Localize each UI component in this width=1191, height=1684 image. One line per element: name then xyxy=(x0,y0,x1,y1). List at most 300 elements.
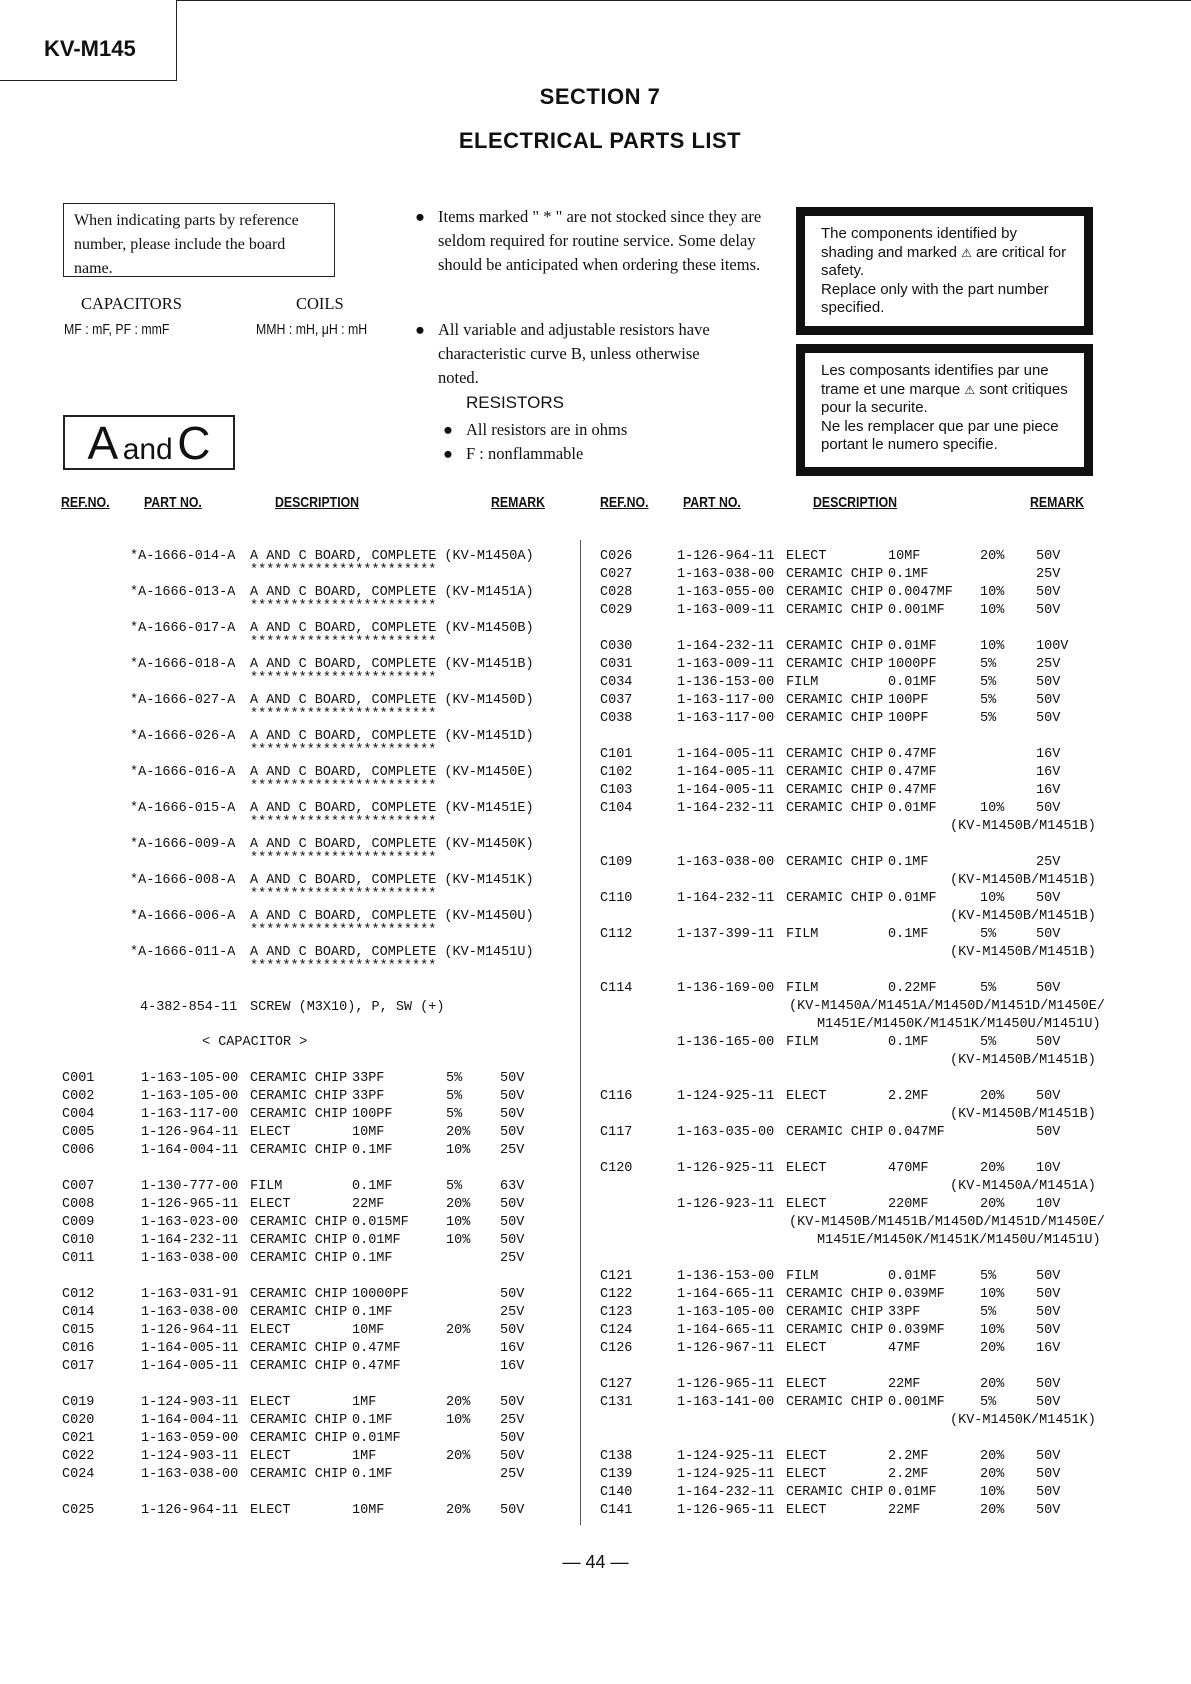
part-number: 1-164-005-11 xyxy=(677,783,775,798)
description: CERAMIC CHIP xyxy=(786,1485,884,1500)
tolerance: 20% xyxy=(980,1341,1005,1356)
voltage: 50V xyxy=(500,1503,525,1518)
model-note: (KV-M1450B/M1451B) xyxy=(950,819,1096,834)
ref-no: C021 xyxy=(62,1431,95,1446)
description: ELECT xyxy=(786,1161,827,1176)
value: 1000PF xyxy=(888,657,937,672)
tolerance: 20% xyxy=(446,1503,471,1518)
voltage: 50V xyxy=(1036,675,1061,690)
description: CERAMIC CHIP xyxy=(786,747,884,762)
voltage: 50V xyxy=(1036,1377,1061,1392)
note-variable-resistors xyxy=(415,318,738,390)
tolerance: 10% xyxy=(446,1233,471,1248)
voltage: 50V xyxy=(1036,981,1061,996)
tolerance: 20% xyxy=(446,1323,471,1338)
ref-no: C025 xyxy=(62,1503,95,1518)
part-number: 1-163-038-00 xyxy=(141,1467,239,1482)
value: 0.015MF xyxy=(352,1215,409,1230)
value: 2.2MF xyxy=(888,1467,929,1482)
board-label-c: C xyxy=(177,417,211,469)
voltage: 25V xyxy=(500,1251,525,1266)
tolerance: 5% xyxy=(446,1107,463,1122)
ref-no: C114 xyxy=(600,981,633,996)
model-label: KV-M145 xyxy=(44,36,136,61)
model-note: (KV-M1450B/M1451B/M1450D/M1451D/M1450E/ xyxy=(789,1215,1105,1230)
ref-no: C027 xyxy=(600,567,633,582)
resistors-label: RESISTORS xyxy=(466,393,564,412)
tolerance: 5% xyxy=(980,927,997,942)
description: A AND C BOARD, COMPLETE (KV-M1450K) xyxy=(250,837,534,852)
part-number: 1-136-153-00 xyxy=(677,675,775,690)
header-part-left: PART NO. xyxy=(144,494,202,511)
safety-fr-line1: Les composants identifies par une trame et une marque xyxy=(821,362,1049,398)
model-note: (KV-M1450B/M1451B) xyxy=(950,873,1096,888)
ref-no: C002 xyxy=(62,1089,95,1104)
bullet-icon: ● xyxy=(415,320,425,339)
header-remark-right: REMARK xyxy=(1030,494,1084,511)
value: 100PF xyxy=(888,693,929,708)
tolerance: 10% xyxy=(980,585,1005,600)
tolerance: 10% xyxy=(980,1485,1005,1500)
header-desc-right: DESCRIPTION xyxy=(813,494,898,511)
value: 1MF xyxy=(352,1395,377,1410)
description: ELECT xyxy=(786,549,827,564)
description: ELECT xyxy=(250,1125,291,1140)
tolerance: 10% xyxy=(980,1287,1005,1302)
part-number: 1-126-967-11 xyxy=(677,1341,775,1356)
part-number: 1-164-232-11 xyxy=(677,801,775,816)
description: ELECT xyxy=(250,1197,291,1212)
voltage: 25V xyxy=(1036,567,1061,582)
voltage: 50V xyxy=(500,1071,525,1086)
description: CERAMIC CHIP xyxy=(250,1071,348,1086)
value: 10MF xyxy=(888,549,921,564)
tolerance: 10% xyxy=(446,1143,471,1158)
ref-no: C001 xyxy=(62,1071,95,1086)
tolerance: 20% xyxy=(980,1449,1005,1464)
description: A AND C BOARD, COMPLETE (KV-M1450E) xyxy=(250,765,534,780)
voltage: 50V xyxy=(500,1431,525,1446)
part-number: 1-164-665-11 xyxy=(677,1323,775,1338)
value: 100PF xyxy=(352,1107,393,1122)
ref-no: C007 xyxy=(62,1179,95,1194)
ref-no: C030 xyxy=(600,639,633,654)
value: 0.1MF xyxy=(888,927,929,942)
value: 0.01MF xyxy=(888,891,937,906)
description: CERAMIC CHIP xyxy=(786,567,884,582)
value: 0.47MF xyxy=(888,783,937,798)
value: 100PF xyxy=(888,711,929,726)
part-number: 1-124-903-11 xyxy=(141,1395,239,1410)
ref-no: C017 xyxy=(62,1359,95,1374)
description: CERAMIC CHIP xyxy=(786,765,884,780)
heading: < CAPACITOR > xyxy=(202,1035,308,1050)
model-note: (KV-M1450B/M1451B) xyxy=(950,909,1096,924)
board-label-and: and xyxy=(122,433,173,466)
description: CERAMIC CHIP xyxy=(786,1395,884,1410)
tolerance: 5% xyxy=(980,1035,997,1050)
part-number: 1-126-964-11 xyxy=(141,1503,239,1518)
value: 0.01MF xyxy=(888,801,937,816)
tolerance: 10% xyxy=(980,603,1005,618)
stars: *********************** xyxy=(250,707,437,722)
tolerance: 5% xyxy=(980,981,997,996)
part-number: 1-164-232-11 xyxy=(141,1233,239,1248)
ref-no: C011 xyxy=(62,1251,95,1266)
warning-triangle-icon: ⚠ xyxy=(964,382,976,397)
bullet-icon: ● xyxy=(443,444,453,463)
ref-no: C009 xyxy=(62,1215,95,1230)
value: 0.0047MF xyxy=(888,585,953,600)
value: 0.01MF xyxy=(352,1431,401,1446)
ref-no: C131 xyxy=(600,1395,633,1410)
safety-en-line1: The components identified by shading and marked xyxy=(821,225,1017,261)
safety-en-line3: Replace only with the part number specified. xyxy=(821,280,1049,316)
tolerance: 5% xyxy=(980,657,997,672)
stars: *********************** xyxy=(250,635,437,650)
value: 0.22MF xyxy=(888,981,937,996)
top-rule xyxy=(176,0,1191,1)
part-number: 1-164-665-11 xyxy=(677,1287,775,1302)
part-number: *A-1666-014-A xyxy=(130,549,236,564)
part-number: *A-1666-018-A xyxy=(130,657,236,672)
tolerance: 20% xyxy=(980,1377,1005,1392)
description: ELECT xyxy=(786,1341,827,1356)
ref-no: C116 xyxy=(600,1089,633,1104)
value: 10000PF xyxy=(352,1287,409,1302)
value: 0.47MF xyxy=(888,765,937,780)
model-note: M1451E/M1450K/M1451K/M1450U/M1451U) xyxy=(817,1233,1101,1248)
voltage: 50V xyxy=(1036,1305,1061,1320)
part-number: 1-163-038-00 xyxy=(141,1305,239,1320)
part-number: 1-163-023-00 xyxy=(141,1215,239,1230)
note-not-stocked-text: Items marked " * " are not stocked since they are seldom required for routine service. Some delay should be anticipated when ordering these items. xyxy=(438,207,762,274)
stars: *********************** xyxy=(250,599,437,614)
model-note: (KV-M1450A/M1451A) xyxy=(950,1179,1096,1194)
part-number: 1-136-153-00 xyxy=(677,1269,775,1284)
part-number: 1-164-004-11 xyxy=(141,1143,239,1158)
description: ELECT xyxy=(786,1449,827,1464)
tolerance: 20% xyxy=(446,1125,471,1140)
voltage: 16V xyxy=(500,1359,525,1374)
model-note: (KV-M1450B/M1451B) xyxy=(950,945,1096,960)
description: A AND C BOARD, COMPLETE (KV-M1450U) xyxy=(250,909,534,924)
ref-no: C139 xyxy=(600,1467,633,1482)
stars: *********************** xyxy=(250,671,437,686)
description: CERAMIC CHIP xyxy=(786,711,884,726)
part-number: *A-1666-006-A xyxy=(130,909,236,924)
value: 10MF xyxy=(352,1323,385,1338)
section-title: ELECTRICAL PARTS LIST xyxy=(458,128,742,153)
safety-note-french xyxy=(796,344,1093,476)
tolerance: 10% xyxy=(980,801,1005,816)
header-ref-left: REF.NO. xyxy=(61,494,110,511)
part-number: 1-163-055-00 xyxy=(677,585,775,600)
note-nonflammable-text: F : nonflammable xyxy=(466,444,584,463)
stars: *********************** xyxy=(250,851,437,866)
description: A AND C BOARD, COMPLETE (KV-M1451A) xyxy=(250,585,534,600)
tolerance: 20% xyxy=(980,549,1005,564)
tolerance: 5% xyxy=(446,1179,463,1194)
description: CERAMIC CHIP xyxy=(250,1305,348,1320)
part-number: 1-137-399-11 xyxy=(677,927,775,942)
voltage: 16V xyxy=(1036,1341,1061,1356)
value: 0.1MF xyxy=(888,567,929,582)
voltage: 50V xyxy=(500,1233,525,1248)
ref-no: C005 xyxy=(62,1125,95,1140)
ref-no: C015 xyxy=(62,1323,95,1338)
description: CERAMIC CHIP xyxy=(250,1467,348,1482)
ref-no: C008 xyxy=(62,1197,95,1212)
value: 470MF xyxy=(888,1161,929,1176)
ref-no: C102 xyxy=(600,765,633,780)
description: CERAMIC CHIP xyxy=(250,1431,348,1446)
ref-no: C037 xyxy=(600,693,633,708)
value: 0.1MF xyxy=(352,1467,393,1482)
board-name-note: When indicating parts by reference number, please include the board name. xyxy=(63,203,335,277)
voltage: 50V xyxy=(1036,1503,1061,1518)
value: 33PF xyxy=(352,1089,385,1104)
ref-no: C124 xyxy=(600,1323,633,1338)
value: 22MF xyxy=(888,1503,921,1518)
value: 0.01MF xyxy=(888,639,937,654)
stars: *********************** xyxy=(250,779,437,794)
voltage: 16V xyxy=(1036,783,1061,798)
value: 2.2MF xyxy=(888,1449,929,1464)
part-number: 1-163-009-11 xyxy=(677,657,775,672)
part-number: *A-1666-026-A xyxy=(130,729,236,744)
part-number: 1-163-117-00 xyxy=(677,711,775,726)
value: 220MF xyxy=(888,1197,929,1212)
value: 22MF xyxy=(352,1197,385,1212)
tolerance: 10% xyxy=(980,639,1005,654)
description: CERAMIC CHIP xyxy=(250,1359,348,1374)
description: SCREW (M3X10), P, SW (+) xyxy=(250,1000,445,1015)
value: 1MF xyxy=(352,1449,377,1464)
tolerance: 5% xyxy=(980,675,997,690)
ref-no: C022 xyxy=(62,1449,95,1464)
description: CERAMIC CHIP xyxy=(786,639,884,654)
voltage: 50V xyxy=(500,1089,525,1104)
description: A AND C BOARD, COMPLETE (KV-M1451E) xyxy=(250,801,534,816)
value: 2.2MF xyxy=(888,1089,929,1104)
part-number: 1-126-965-11 xyxy=(677,1377,775,1392)
voltage: 63V xyxy=(500,1179,525,1194)
safety-en-line2: are critical for safety. xyxy=(821,243,1067,279)
voltage: 50V xyxy=(500,1197,525,1212)
description: CERAMIC CHIP xyxy=(250,1089,348,1104)
ref-no: C140 xyxy=(600,1485,633,1500)
description: ELECT xyxy=(250,1503,291,1518)
description: ELECT xyxy=(250,1449,291,1464)
capacitors-units: MF : mF, PF : mmF xyxy=(64,322,170,338)
voltage: 50V xyxy=(1036,585,1061,600)
description: ELECT xyxy=(786,1467,827,1482)
part-number: 1-126-965-11 xyxy=(141,1197,239,1212)
tolerance: 10% xyxy=(980,1323,1005,1338)
voltage: 50V xyxy=(1036,1287,1061,1302)
description: A AND C BOARD, COMPLETE (KV-M1450A) xyxy=(250,549,534,564)
part-number: 1-136-165-00 xyxy=(677,1035,775,1050)
tolerance: 5% xyxy=(980,1269,997,1284)
part-number: 1-136-169-00 xyxy=(677,981,775,996)
value: 0.1MF xyxy=(352,1413,393,1428)
description: A AND C BOARD, COMPLETE (KV-M1451U) xyxy=(250,945,534,960)
stars: *********************** xyxy=(250,815,437,830)
part-number: 1-163-009-11 xyxy=(677,603,775,618)
note-not-stocked xyxy=(415,205,773,277)
value: 0.047MF xyxy=(888,1125,945,1140)
ref-no: C110 xyxy=(600,891,633,906)
bullet-icon: ● xyxy=(443,420,453,439)
column-divider xyxy=(580,540,581,1525)
description: FILM xyxy=(786,981,819,996)
voltage: 25V xyxy=(500,1467,525,1482)
part-number: 1-130-777-00 xyxy=(141,1179,239,1194)
voltage: 16V xyxy=(1036,747,1061,762)
safety-fr-line2: sont critiques pour la securite. xyxy=(821,380,1068,416)
voltage: 50V xyxy=(1036,1089,1061,1104)
note-variable-text: All variable and adjustable resistors have characteristic curve B, unless otherwise noted. xyxy=(438,320,710,387)
value: 0.1MF xyxy=(888,855,929,870)
ref-no: C020 xyxy=(62,1413,95,1428)
description: ELECT xyxy=(786,1377,827,1392)
voltage: 50V xyxy=(1036,1035,1061,1050)
part-number: 1-164-005-11 xyxy=(141,1359,239,1374)
value: 0.001MF xyxy=(888,1395,945,1410)
part-number: 1-124-925-11 xyxy=(677,1089,775,1104)
voltage: 50V xyxy=(500,1323,525,1338)
ref-no: C138 xyxy=(600,1449,633,1464)
tolerance: 10% xyxy=(446,1413,471,1428)
voltage: 50V xyxy=(1036,891,1061,906)
tolerance: 20% xyxy=(446,1449,471,1464)
part-number: 1-163-105-00 xyxy=(141,1071,239,1086)
capacitors-label: CAPACITORS xyxy=(81,294,182,313)
part-number: 1-124-925-11 xyxy=(677,1467,775,1482)
value: 0.01MF xyxy=(352,1233,401,1248)
ref-no: C109 xyxy=(600,855,633,870)
description: ELECT xyxy=(786,1503,827,1518)
description: CERAMIC CHIP xyxy=(786,1305,884,1320)
value: 0.01MF xyxy=(888,1485,937,1500)
voltage: 50V xyxy=(500,1125,525,1140)
part-number: 1-163-105-00 xyxy=(677,1305,775,1320)
part-number: 1-163-038-00 xyxy=(141,1251,239,1266)
voltage: 50V xyxy=(1036,1125,1061,1140)
warning-triangle-icon: ⚠ xyxy=(961,245,972,260)
description: CERAMIC CHIP xyxy=(786,783,884,798)
ref-no: C010 xyxy=(62,1233,95,1248)
value: 0.001MF xyxy=(888,603,945,618)
description: FILM xyxy=(786,1035,819,1050)
note-ohms xyxy=(443,418,811,442)
part-number: 1-163-059-00 xyxy=(141,1431,239,1446)
part-number: 1-164-232-11 xyxy=(677,1485,775,1500)
value: 0.1MF xyxy=(352,1251,393,1266)
voltage: 50V xyxy=(1036,1485,1061,1500)
ref-no: C034 xyxy=(600,675,633,690)
description: CERAMIC CHIP xyxy=(786,603,884,618)
tolerance: 5% xyxy=(980,711,997,726)
description: ELECT xyxy=(786,1197,827,1212)
part-number: *A-1666-011-A xyxy=(130,945,236,960)
tolerance: 5% xyxy=(446,1071,463,1086)
tolerance: 5% xyxy=(980,1305,997,1320)
value: 0.039MF xyxy=(888,1323,945,1338)
value: 22MF xyxy=(888,1377,921,1392)
part-number: *A-1666-017-A xyxy=(130,621,236,636)
voltage: 25V xyxy=(500,1143,525,1158)
stars: *********************** xyxy=(250,923,437,938)
header-desc-left: DESCRIPTION xyxy=(275,494,360,511)
stars: *********************** xyxy=(250,959,437,974)
part-number: 1-163-117-00 xyxy=(677,693,775,708)
ref-no: C014 xyxy=(62,1305,95,1320)
model-note: (KV-M1450A/M1451A/M1450D/M1451D/M1450E/ xyxy=(789,999,1105,1014)
model-note: (KV-M1450B/M1451B) xyxy=(950,1053,1096,1068)
description: CERAMIC CHIP xyxy=(786,801,884,816)
description: CERAMIC CHIP xyxy=(250,1287,348,1302)
value: 10MF xyxy=(352,1125,385,1140)
ref-no: C126 xyxy=(600,1341,633,1356)
description: CERAMIC CHIP xyxy=(250,1107,348,1122)
part-number: 1-163-141-00 xyxy=(677,1395,775,1410)
ref-no: C127 xyxy=(600,1377,633,1392)
description: FILM xyxy=(786,675,819,690)
description: CERAMIC CHIP xyxy=(786,693,884,708)
voltage: 10V xyxy=(1036,1161,1061,1176)
description: FILM xyxy=(786,927,819,942)
tolerance: 5% xyxy=(980,693,997,708)
description: CERAMIC CHIP xyxy=(786,891,884,906)
header-remark-left: REMARK xyxy=(491,494,545,511)
ref-no: C026 xyxy=(600,549,633,564)
tolerance: 20% xyxy=(980,1089,1005,1104)
description: A AND C BOARD, COMPLETE (KV-M1450B) xyxy=(250,621,534,636)
value: 33PF xyxy=(888,1305,921,1320)
voltage: 25V xyxy=(500,1413,525,1428)
part-number: *A-1666-009-A xyxy=(130,837,236,852)
tolerance: 20% xyxy=(980,1503,1005,1518)
section-number: SECTION 7 xyxy=(539,84,661,109)
ref-no: C103 xyxy=(600,783,633,798)
note-ohms-text: All resistors are in ohms xyxy=(466,420,628,439)
voltage: 50V xyxy=(1036,1323,1061,1338)
tolerance: 20% xyxy=(980,1161,1005,1176)
part-number: 1-164-005-11 xyxy=(141,1341,239,1356)
ref-no: C019 xyxy=(62,1395,95,1410)
description: A AND C BOARD, COMPLETE (KV-M1450D) xyxy=(250,693,534,708)
ref-no: C016 xyxy=(62,1341,95,1356)
voltage: 50V xyxy=(1036,1449,1061,1464)
part-number: 1-163-105-00 xyxy=(141,1089,239,1104)
tolerance: 20% xyxy=(446,1197,471,1212)
part-number: 1-164-005-11 xyxy=(677,747,775,762)
description: CERAMIC CHIP xyxy=(250,1215,348,1230)
voltage: 50V xyxy=(500,1215,525,1230)
description: A AND C BOARD, COMPLETE (KV-M1451B) xyxy=(250,657,534,672)
voltage: 50V xyxy=(500,1287,525,1302)
ref-no: C117 xyxy=(600,1125,633,1140)
value: 0.47MF xyxy=(888,747,937,762)
voltage: 50V xyxy=(1036,603,1061,618)
voltage: 100V xyxy=(1036,639,1069,654)
part-number: *A-1666-016-A xyxy=(130,765,236,780)
part-number: 1-126-925-11 xyxy=(677,1161,775,1176)
part-number: 1-164-005-11 xyxy=(677,765,775,780)
voltage: 50V xyxy=(500,1107,525,1122)
